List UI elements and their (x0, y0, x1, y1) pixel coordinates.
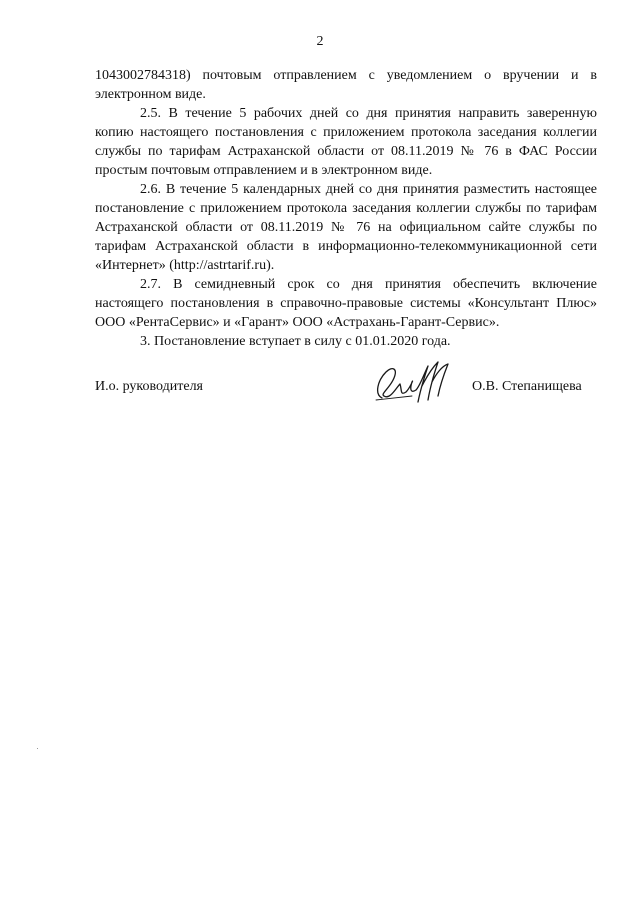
signer-title: И.о. руководителя (95, 379, 204, 394)
signer-name: О.В. Степанищева (472, 379, 582, 394)
paragraph-3: 3. Постановление вступает в силу с 01.01.2020 года. (140, 334, 451, 349)
paragraph-2-5: 2.5. В течение 5 рабочих дней со дня принятия направить заверенную копию настоящего постановления с приложением протокола заседания коллегии службы по тарифам Астраханской области от 08.11.2019 № 76 в ФАС России простым почтовым отправлением и в электронном виде. (95, 106, 597, 178)
handwritten-signature (372, 358, 454, 408)
document-body (95, 66, 597, 351)
paragraph-2-6: 2.6. В течение 5 календарных дней со дня принятия разместить настоящее постановление с приложением протокола заседания коллегии службы по тарифам Астраханской области от 08.11.2019 № 76 на официальном сайте службы по тарифам Астраханской области в информационно-телекоммуникационной сети «Интернет» (http://astrtarif.ru). (95, 182, 597, 273)
margin-mark (37, 748, 38, 749)
paragraph-1: 1043002784318) почтовым отправлением с уведомлением о вручении и в электронном виде. (95, 68, 597, 102)
page-number: 2 (316, 34, 324, 49)
paragraph-2-7: 2.7. В семидневный срок со дня принятия обеспечить включение настоящего постановления в справочно-правовые системы «Консультант Плюс» ООО «РентаСервис» и «Гарант» ООО «Астрахань-Гарант-Сервис». (95, 277, 597, 330)
